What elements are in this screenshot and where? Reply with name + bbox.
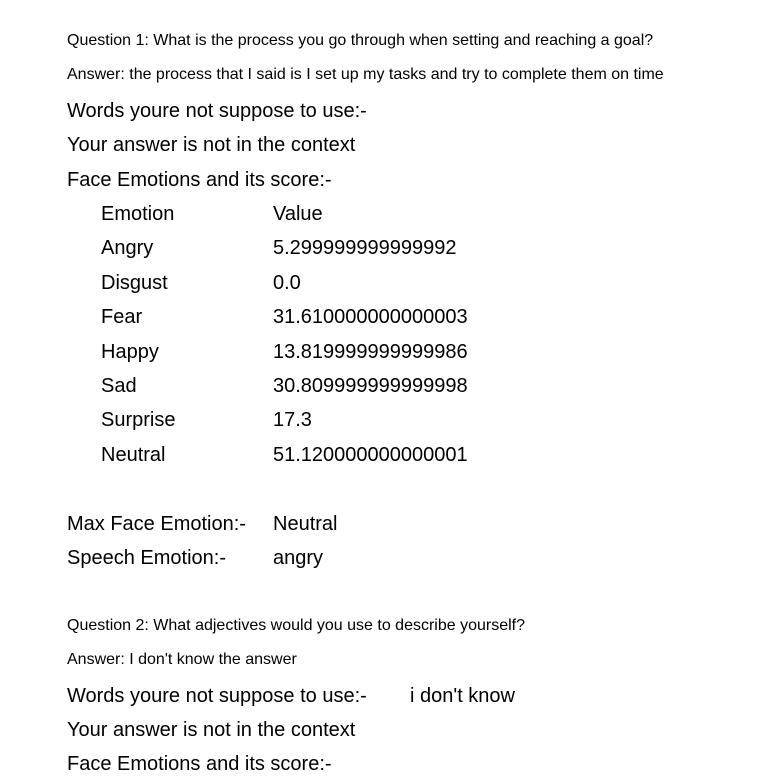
max-face-emotion-value: Neutral [273,513,338,535]
emotion-value: 31.610000000000003 [273,306,468,328]
question-2: Question 2: What adjectives would you use to describe yourself? [67,617,526,634]
speech-emotion-label: Speech Emotion:- [67,547,226,569]
emotion-value: 0.0 [273,272,301,294]
emotion-value: 30.809999999999998 [273,375,468,397]
table-header-value: Value [273,203,323,225]
emotion-name: Fear [101,306,143,328]
context-note-2: Your answer is not in the context [67,719,356,741]
forbidden-words-label-2: Words youre not suppose to use:- [67,685,367,707]
emotion-name: Angry [101,237,154,259]
emotion-value: 17.3 [273,409,312,431]
max-face-emotion-label: Max Face Emotion:- [67,513,246,535]
emotion-name: Surprise [101,409,176,431]
face-emotions-header-1: Face Emotions and its score:- [67,169,332,191]
speech-emotion-value: angry [273,547,324,569]
emotion-name: Happy [101,341,159,363]
face-emotions-header-2: Face Emotions and its score:- [67,753,332,775]
emotion-name: Disgust [101,272,168,294]
emotion-name: Sad [101,375,137,397]
emotion-value: 51.120000000000001 [273,444,468,466]
context-note-1: Your answer is not in the context [67,134,356,156]
forbidden-words-label-1: Words youre not suppose to use:- [67,100,367,122]
emotion-value: 5.299999999999992 [273,237,457,259]
table-header-emotion: Emotion [101,203,175,225]
emotion-name: Neutral [101,444,166,466]
emotion-value: 13.819999999999986 [273,341,468,363]
answer-2: Answer: I don't know the answer [67,651,297,668]
forbidden-words-value-2: i don't know [410,685,515,707]
answer-1: Answer: the process that I said is I set up my tasks and try to complete them on time [67,66,664,83]
question-1: Question 1: What is the process you go through when setting and reaching a goal? [67,32,654,49]
